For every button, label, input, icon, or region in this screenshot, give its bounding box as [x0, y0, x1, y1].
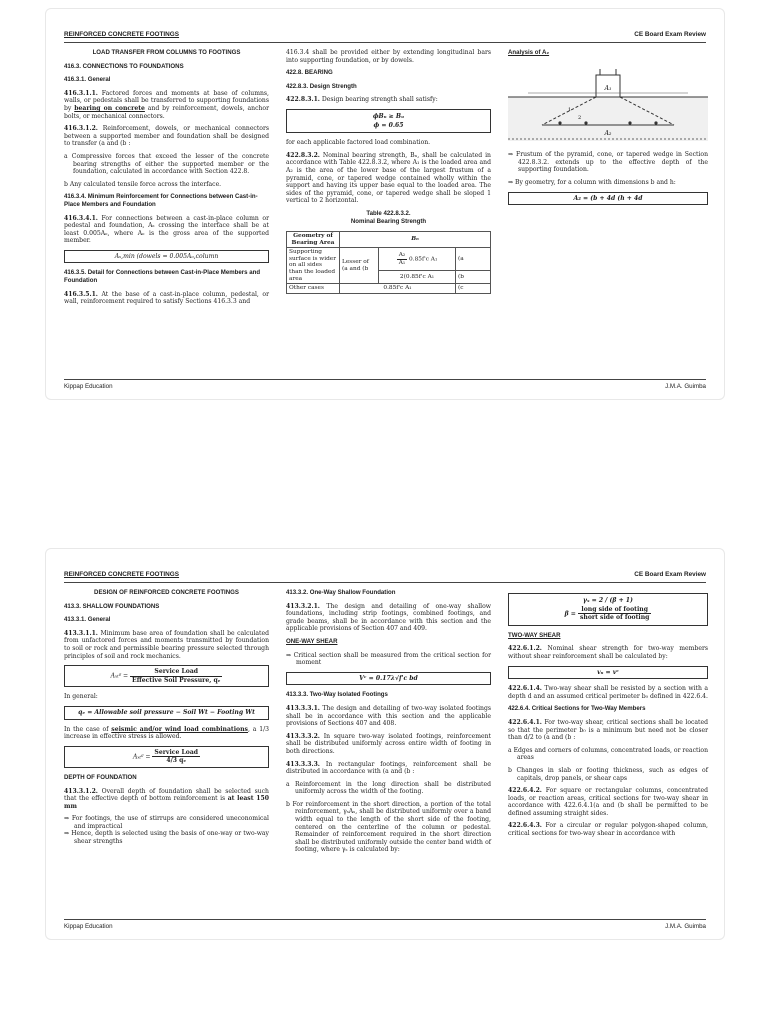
slope-label-1: 1: [568, 106, 572, 113]
equation-vn: vₙ = vᶜ: [508, 666, 708, 680]
para-422-8-3-1: 422.8.3.1. Design bearing strength shall satisfy:: [286, 96, 438, 104]
para-422-6-1-2: 422.6.1.2. Nominal shear strength for two-way members without shear reinforcement shall be calculated by:: [508, 645, 708, 660]
heading-422-8: 422.8. BEARING: [286, 69, 333, 77]
page-2: [45, 548, 725, 940]
note-critical-section: ⇒ Critical section shall be measured from the critical section for moment: [286, 651, 491, 667]
equation-qe: qₑ = Allowable soil pressure − Soil Wt − Footing Wt: [64, 706, 269, 720]
table-cell-tag-c: (c: [456, 284, 491, 294]
equation-bearing-strength: [286, 109, 491, 133]
list-item-a: a Reinforcement in the long direction shall be distributed uniformly across the width of the footing.: [286, 780, 491, 796]
analysis-point-2: ⇒ By geometry, for a column with dimensions b and h:: [508, 178, 676, 186]
heading-422-6-4: 422.6.4. Critical Sections for Two-Way Members: [508, 705, 646, 713]
header-rule: [64, 42, 706, 43]
heading-416-3: 416.3. CONNECTIONS TO FOUNDATIONS: [64, 62, 184, 70]
para-422-6-4-3: 422.6.4.3. For a circular or regular polygon-shaped column, critical sections for two-way shear in accordance with: [508, 822, 708, 838]
header-rule: [64, 582, 706, 583]
bearing-strength-table: [286, 231, 491, 294]
header-right: CE Board Exam Review: [634, 31, 706, 38]
header-left: REINFORCED CONCRETE FOOTINGS: [64, 31, 180, 38]
para-413-3-1-2: 413.3.1.2. Overall depth of foundation shall be selected such that the effective depth of bottom reinforcement is at least 150 mm: [64, 787, 269, 810]
heading-413-3-3: 413.3.3. Two-Way Isolated Footings: [286, 691, 388, 699]
para-413-3-1-1: 413.3.1.1. Minimum base area of foundation shall be calculated from unfactored forces and moments transmitted by foundation to soil or rock and permissible bearing pressure selected through principles of soil and rock mechanics.: [64, 629, 269, 660]
table-cell-eq-c: 0.85f'c A₁: [340, 284, 456, 294]
para-413-3-3-1: 413.3.3.1. The design and detailing of two-way isolated footings shall be in accordance with this section and the applicable provisions of Sections 407 and 408.: [286, 704, 491, 728]
para-seismic: In the case of seismic and/or wind load combinations, a 1/3 increase in effective stress is allowed.: [64, 725, 269, 741]
equation-line-2: ϕ = 0.65: [373, 121, 404, 129]
footer-rule: [64, 379, 706, 380]
para-413-3-3-3: 413.3.3.3. In rectangular footings, reinforcement shall be distributed in accordance with (a and (b :: [286, 760, 491, 776]
table-header-geometry: Geometry of Bearing Area: [287, 232, 340, 248]
para-413-3-2-1: 413.3.2.1. The design and detailing of one-way shallow foundations, including strip footings, combined footings, and grade beams, shall be in accordance with this section and the applicable provisions of Section 407 and 409.: [286, 602, 491, 633]
para-413-3-3-2: 413.3.3.2. In square two-way isolated footings, reinforcement shall be distributed uniformly across entire width of footing in both directions.: [286, 732, 491, 755]
label-a2: A₂: [604, 129, 612, 137]
fraction: $\frac{\text{Service Load}}{\text{Effective Soil Pressure, qₑ}}$: [132, 668, 221, 684]
para-continued: 416.3.4 shall be provided either by extending longitudinal bars into supporting foundation, or by dowels.: [286, 49, 491, 64]
para-422-6-4-1: 422.6.4.1. For two-way shear, critical sections shall be located so that the perimeter b₀ is a minimum but need not be closer than d/2 to (a and (b :: [508, 718, 708, 742]
column-1: [64, 49, 269, 311]
equation-vc: Vᶜ = 0.17λ√f'c bd: [286, 672, 491, 686]
heading-depth: DEPTH OF FOUNDATION: [64, 773, 137, 781]
section-title: LOAD TRANSFER FROM COLUMNS TO FOOTINGS: [92, 49, 241, 56]
table-cell-lesser: Lesser of (a and (b: [340, 248, 379, 284]
header-left: REINFORCED CONCRETE FOOTINGS: [64, 571, 180, 578]
para-416-3-5-1: 416.3.5.1. At the base of a cast-in-place column, pedestal, or wall, reinforcement required to satisfy Sections 416.3.3 and: [64, 290, 269, 306]
equation-as-min: Aₛ,min (dowels = 0.005Aₒ,column: [64, 250, 269, 264]
footer-right: J.M.A. Guimba: [665, 383, 706, 390]
table-title: Table 422.8.3.2.: [366, 209, 411, 217]
heading-413-3-1: 413.3.1. General: [64, 616, 111, 624]
list-item-b: b Changes in slab or footing thickness, such as edges of capitals, drop panels, or shear caps: [508, 766, 708, 782]
para-for-each: for each applicable factored load combination.: [286, 139, 431, 147]
frustum-diagram: [508, 63, 708, 143]
table-subtitle: Nominal Bearing Strength: [350, 217, 427, 225]
section-title: DESIGN OF REINFORCED CONCRETE FOOTINGS: [94, 589, 239, 596]
footer-left: Kippap Education: [64, 383, 113, 390]
list-item-a: a Edges and corners of columns, concentrated loads, or reaction areas: [508, 746, 708, 762]
header-right: CE Board Exam Review: [634, 571, 706, 578]
heading-413-3: 413.3. SHALLOW FOUNDATIONS: [64, 602, 160, 610]
column-3: [508, 49, 708, 211]
equation-gamma: γₛ = 2 / (β + 1): [583, 597, 633, 604]
para-422-6-4-2: 422.6.4.2. For square or rectangular columns, concentrated loads, or reaction areas, critical sections for two-way shear in accordance with 422.6.4.1(a and (b shall be permitted to be defined assuming straight sides.: [508, 787, 708, 817]
column-2: [286, 589, 491, 859]
heading-416-3-5: 416.3.5. Detail for Connections between Cast-in-Place Members and Foundation: [64, 269, 261, 285]
equation-aftg: Aₓₜᵍ = $\frac{\text{Service Load}}{\text{Effective Soil Pressure, qₑ}}$: [64, 665, 269, 687]
analysis-heading: Analysis of A₂: [508, 49, 550, 56]
note-depth: ⇒ Hence, depth is selected using the basis of one-way or two-way shear strengths: [64, 830, 269, 846]
heading-422-8-3: 422.8.3. Design Strength: [286, 82, 357, 90]
table-cell-geometry-2: Other cases: [287, 284, 340, 294]
page-1: [45, 8, 725, 400]
table-cell-eq-a: $\frac{\text{A₂}}{\text{A₁}}$ 0.85f'c A₁: [379, 248, 456, 271]
list-item-b: b For reinforcement in the short direction, a portion of the total reinforcement, γₛAₛ, shall be distributed uniformly over a band width equal to the length of the short side of the footing, centered on the centerline of the column or pedestal. Remainder of reinforcement required in the short direction shall be distributed uniformly outside the center band width of footing, where γₛ is calculated by:: [286, 800, 491, 854]
footer-rule: [64, 919, 706, 920]
equation-beta: β = $\frac{\text{long side of footing}}{\text{short side of footing}}$: [564, 605, 650, 622]
equation-aftg-seismic: Aₓₜᵍ = $\frac{\text{Service Load}}{\text{4/3 qₑ}}$: [64, 746, 269, 768]
slope-label-2: 2: [578, 114, 582, 121]
table-cell-eq-b: 2(0.85f'c A₁: [379, 271, 456, 284]
para-416-3-4-1: 416.3.4.1. For connections between a cast-in-place column or pedestal and foundation, Aₛ crossing the interface shall be at least 0.005Aₒ, where Aₒ is the gross area of the supported member.: [64, 214, 269, 245]
table-cell-tag-b: (b: [456, 271, 491, 284]
footer-right: J.M.A. Guimba: [665, 923, 706, 930]
heading-416-3-4: 416.3.4. Minimum Reinforcement for Connections between Cast-in-Place Members and Foundation: [64, 193, 258, 208]
column-2: [286, 49, 491, 294]
table-header-bn: Bₙ: [340, 232, 491, 248]
heading-416-3-1: 416.3.1. General: [64, 76, 111, 84]
list-item-a: a Compressive forces that exceed the lesser of the concrete bearing strengths of either the supported member or the foundation, calculated in accordance with Section 422.8.: [64, 152, 269, 176]
analysis-point-1: ⇒ Frustum of the pyramid, cone, or tapered wedge in Section 422.8.3.2. extends up to the effective depth of the supporting foundation.: [508, 151, 708, 174]
list-item-b: b Any calculated tensile force across the interface.: [64, 180, 222, 188]
para-422-8-3-2: 422.8.3.2. Nominal bearing strength, Bₙ, shall be calculated in accordance with Table 422.8.3.2, where A₁ is the loaded area and A₂ is the area of the lower base of the largest frustum of a pyramid, cone, or tapered wedge contained wholly within the support and having its upper base equal to the loaded area. The sides of the pyramid, cone, or tapered wedge shall be sloped 1 vertical to 2 horizontal.: [286, 151, 491, 205]
heading-one-way-shear: ONE-WAY SHEAR: [286, 637, 338, 645]
table-cell-geometry-1: Supporting surface is wider on all sides than the loaded area: [287, 248, 340, 284]
fraction: $\frac{\text{Service Load}}{\text{4/3 qₑ}}$: [154, 748, 199, 765]
in-general: In general:: [64, 693, 98, 701]
table-cell-tag-a: (a: [456, 248, 491, 271]
column-1: [64, 589, 269, 851]
para-422-6-1-4: 422.6.1.4. Two-way shear shall be resisted by a section with a depth d and an assumed critical perimeter b₀ defined in 422.6.4.: [508, 685, 708, 700]
column-3: [508, 589, 708, 843]
equation-line-1: ϕBₙ ≥ Bᵤ: [372, 112, 405, 120]
heading-two-way-shear: TWO-WAY SHEAR: [508, 631, 561, 639]
equation-gamma-beta: [508, 593, 708, 626]
sqrt-ratio: $\frac{\text{A₂}}{\text{A₁}}$: [398, 252, 406, 266]
label-a1: A₁: [604, 84, 612, 92]
para-416-3-1-2: 416.3.1.2. Reinforcement, dowels, or mechanical connectors between a supported member and foundation shall be designed to transfer (a and (b :: [64, 125, 269, 148]
note-stirrups: ⇒ For footings, the use of stirrups are considered uneconomical and impractical: [64, 815, 270, 830]
heading-413-3-2: 413.3.2. One-Way Shallow Foundation: [286, 589, 396, 596]
para-416-3-1-1: 416.3.1.1. Factored forces and moments at base of columns, walls, or pedestals shall be transferred to supporting foundations by bearing on concrete and by reinforcement, dowels, anchor bolts, or mechanical connectors.: [64, 89, 269, 120]
equation-a2: A₂ = (b + 4d (h + 4d: [508, 192, 708, 206]
footer-left: Kippap Education: [64, 923, 113, 930]
